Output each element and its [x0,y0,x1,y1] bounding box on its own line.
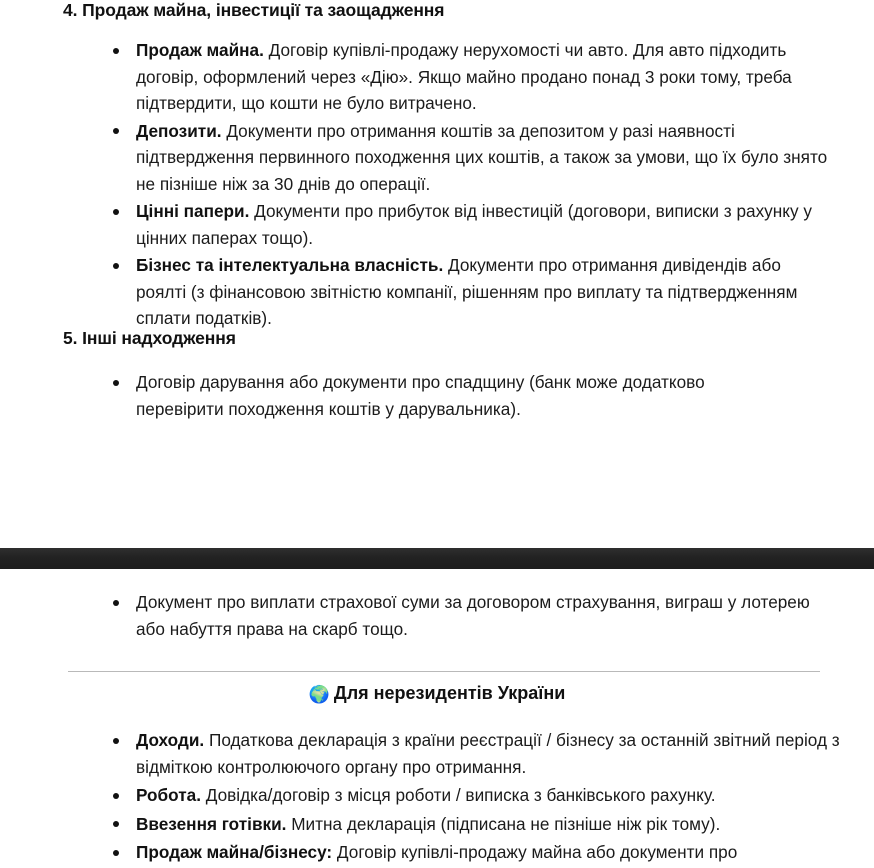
section-heading-nonresidents [0,681,874,707]
section-heading-5: 5. Інші надходження [63,328,236,348]
list-item-text: Документи про прибуток від інвестицій (договори, виписки з рахунку у цінних паперах тощо). [136,201,812,248]
list-item-text: Митна декларація (підписана не пізніше ніж рік тому). [286,813,721,834]
list-item [98,811,858,838]
list-item [98,369,778,422]
globe-icon: 🌍 [308,685,330,704]
list-item-lead: Ввезення готівки. [136,813,287,834]
nonresident-bullet-list [98,727,858,868]
list-item-text: Довідка/договір з місця роботи / виписка з банківського рахунку. [200,785,716,805]
list-item-text: Документи про отримання дивідендів або роялті (з фінансовою звітністю компанії, рішенням про виплату та підтвердженням сплати податків). [136,255,798,328]
list-item-lead: Робота. [136,785,201,805]
list-item-lead: Бізнес та інтелектуальна власність. [136,255,444,275]
list-item [98,589,818,642]
list-item [98,118,828,198]
section-5-bullet-list [98,369,778,423]
list-item-lead: Депозити. [136,120,222,141]
list-item [98,782,858,809]
list-item-text: Документ про виплати страхової суми за договором страхування, виграш у лотерею або набуття права на скарб тощо. [136,592,810,639]
insurance-bullet-list [98,589,818,643]
list-item [98,198,828,251]
list-item-lead: Доходи. [136,730,205,750]
list-item-text: Договір купівлі-продажу майна або документи про [332,842,738,862]
list-item [98,727,858,780]
list-item-text: Договір дарування або документи про спадщину (банк може додатково перевірити походження коштів у дарувальника). [136,372,705,419]
section-4-bullet-list [98,37,828,333]
list-item-lead: Цінні папери. [136,201,250,221]
list-item [98,839,858,866]
list-item [98,37,828,117]
list-item [98,252,828,332]
section-heading-nonresidents-label: Для нерезидентів України [333,683,566,703]
list-item-lead: Продаж майна/бізнесу: [136,842,333,862]
list-item-lead: Продаж майна. [136,40,264,60]
list-item-text: Договір купівлі-продажу нерухомості чи авто. Для авто підходить договір, оформлений через «Дію». Якщо майно продано понад 3 роки тому, треба підтвердити, що кошти не було витрачено. [136,40,792,113]
dark-separator-band [0,548,874,569]
section-heading-4: 4. Продаж майна, інвестиції та заощадження [63,0,445,20]
horizontal-divider [68,671,820,672]
list-item-text: Документи про отримання коштів за депозитом у разі наявності підтвердження первинного походження цих коштів, а також за умови, що їх було знято не пізніше ніж за 30 днів до операції. [136,120,828,194]
list-item-text: Податкова декларація з країни реєстрації / бізнесу за останній звітний період з відміткою контролюючого органу про отримання. [136,730,840,777]
